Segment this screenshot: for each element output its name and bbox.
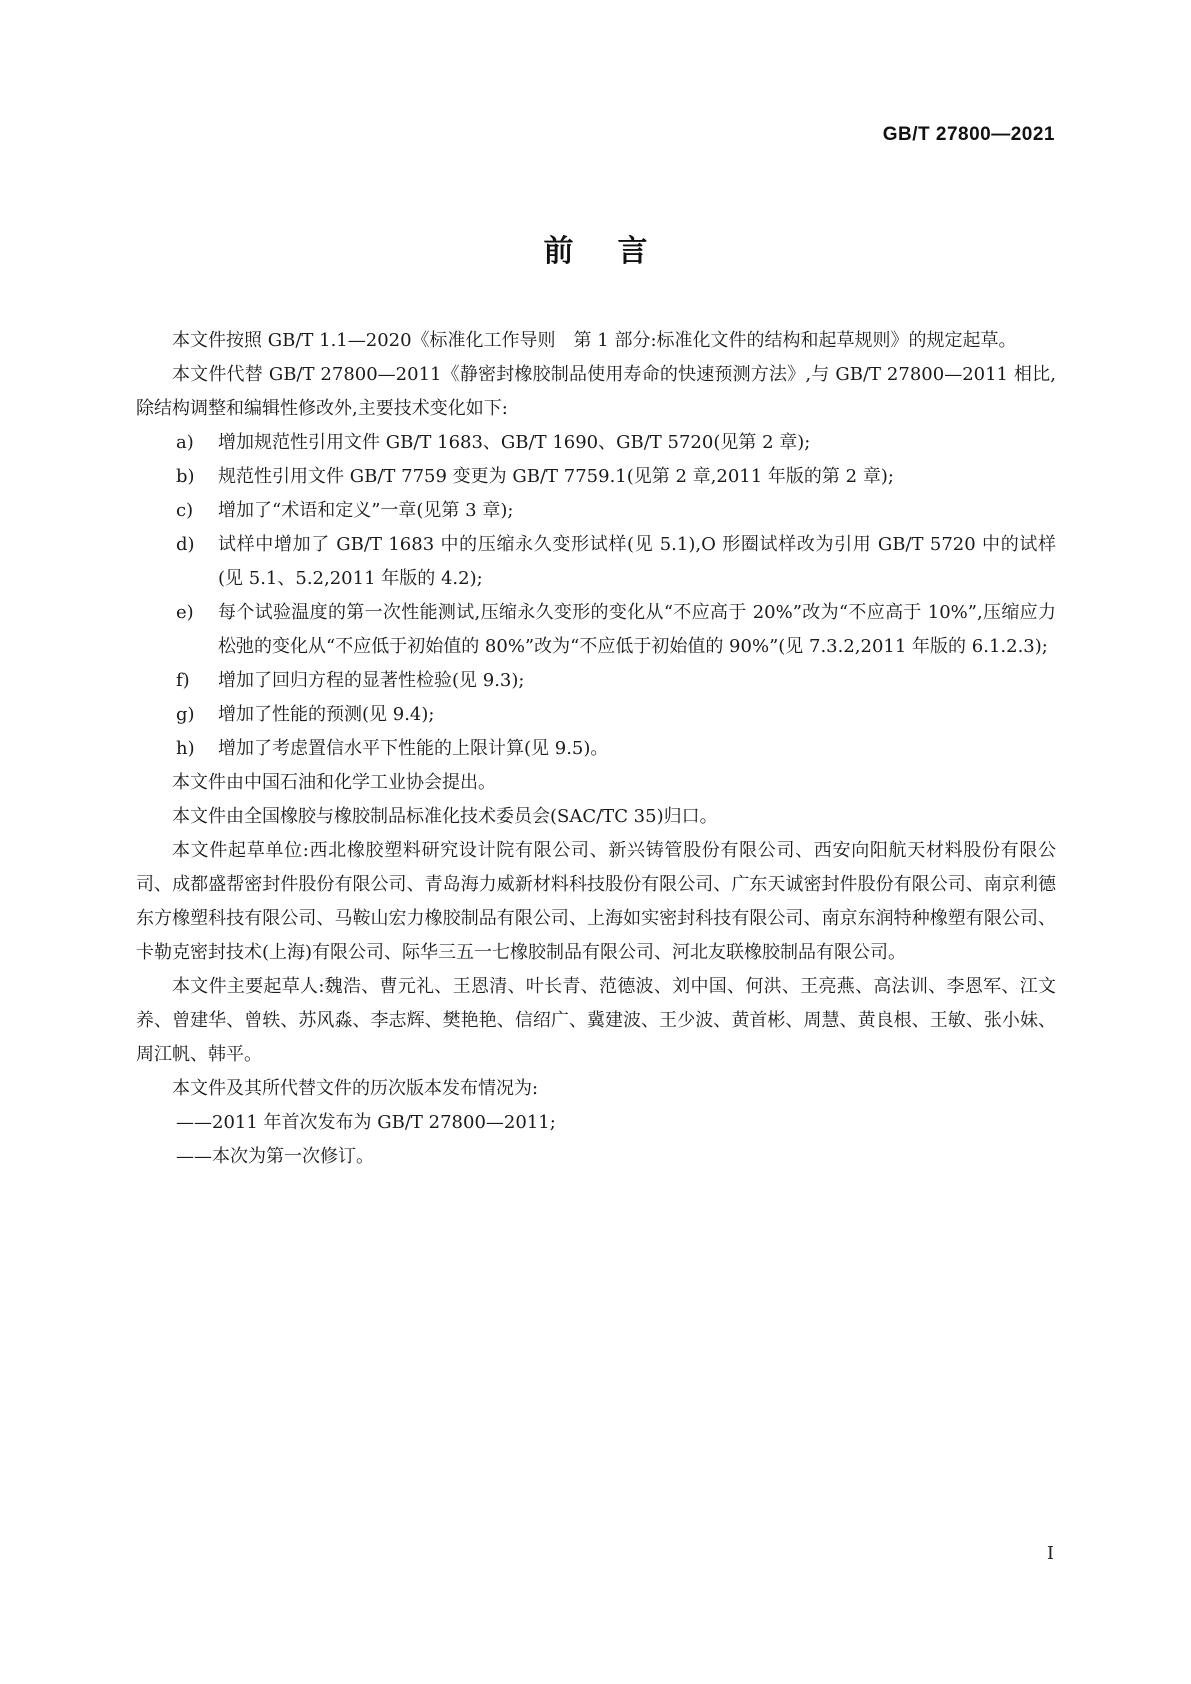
change-item (136, 732, 1056, 766)
page-number: I (1046, 1543, 1054, 1564)
paragraph-drafters: 本文件主要起草人:魏浩、曹元礼、王恩清、叶长青、范德波、刘中国、何洪、王亮燕、高法训、李恩军、江文养、曾建华、曾轶、苏风淼、李志辉、樊艳艳、信绍广、冀建波、王少波、黄首彬、周慧、黄良根、王敏、张小妹、周江帆、韩平。 (136, 976, 1056, 1065)
list-item-text: 规范性引用文件 GB/T 7759 变更为 GB/T 7759.1(见第 2 章,2011 年版的第 2 章); (218, 466, 894, 487)
history-item: ——2011 年首次发布为 GB/T 27800—2011; (176, 1112, 556, 1133)
list-marker: h) (176, 738, 195, 759)
list-item-text: 增加了回归方程的显著性检验(见 9.3); (218, 670, 525, 691)
list-marker: a) (176, 432, 194, 453)
list-marker: d) (176, 534, 195, 555)
list-item-text: 每个试验温度的第一次性能测试,压缩永久变形的变化从“不应高于 20%”改为“不应高于 10%”,压缩应力松弛的变化从“不应低于初始值的 80%”改为“不应低于初始值的 90%”(见 7.3.2,2011 年版的 6.1.2.3); (218, 602, 1056, 657)
list-marker: e) (176, 602, 194, 623)
list-marker: f) (176, 670, 190, 691)
change-item (136, 528, 1056, 596)
paragraph-proposer: 本文件由中国石油和化学工业协会提出。 (172, 772, 496, 793)
list-item-text: 试样中增加了 GB/T 1683 中的压缩永久变形试样(见 5.1),O 形圈试样改为引用 GB/T 5720 中的试样(见 5.1、5.2,2011 年版的 4.2); (218, 534, 1056, 589)
paragraph-replacement: 本文件代替 GB/T 27800—2011《静密封橡胶制品使用寿命的快速预测方法》,与 GB/T 27800—2011 相比,除结构调整和编辑性修改外,主要技术变化如下: (136, 364, 1056, 419)
document-body (136, 324, 1056, 1174)
list-item-text: 增加了性能的预测(见 9.4); (218, 704, 435, 725)
change-item (136, 426, 1056, 460)
change-item (136, 494, 1056, 528)
paragraph-committee: 本文件由全国橡胶与橡胶制品标准化技术委员会(SAC/TC 35)归口。 (172, 806, 718, 827)
list-item-text: 增加了考虑置信水平下性能的上限计算(见 9.5)。 (218, 738, 609, 759)
standard-code: GB/T 27800—2021 (882, 124, 1055, 145)
page-title: 前言 (543, 234, 692, 269)
list-marker: g) (176, 704, 195, 725)
change-item (136, 698, 1056, 732)
paragraph-history-intro: 本文件及其所代替文件的历次版本发布情况为: (172, 1078, 539, 1099)
change-item (136, 460, 1056, 494)
history-item: ——本次为第一次修订。 (176, 1146, 374, 1167)
change-item (136, 596, 1056, 664)
list-marker: c) (176, 500, 194, 521)
paragraph-drafting-units: 本文件起草单位:西北橡胶塑料研究设计院有限公司、新兴铸管股份有限公司、西安向阳航天材料股份有限公司、成都盛帮密封件股份有限公司、青岛海力威新材料科技股份有限公司、广东天诚密封件股份有限公司、南京利德东方橡塑科技有限公司、马鞍山宏力橡胶制品有限公司、上海如实密封科技有限公司、南京东润特种橡塑有限公司、卡勒克密封技术(上海)有限公司、际华三五一七橡胶制品有限公司、河北友联橡胶制品有限公司。 (136, 840, 1056, 963)
paragraph-drafting-rules: 本文件按照 GB/T 1.1—2020《标准化工作导则 第 1 部分:标准化文件的结构和起草规则》的规定起草。 (172, 330, 1017, 351)
list-item-text: 增加规范性引用文件 GB/T 1683、GB/T 1690、GB/T 5720(见第 2 章); (218, 432, 811, 453)
list-item-text: 增加了“术语和定义”一章(见第 3 章); (218, 500, 514, 521)
list-marker: b) (176, 466, 195, 487)
change-item (136, 664, 1056, 698)
